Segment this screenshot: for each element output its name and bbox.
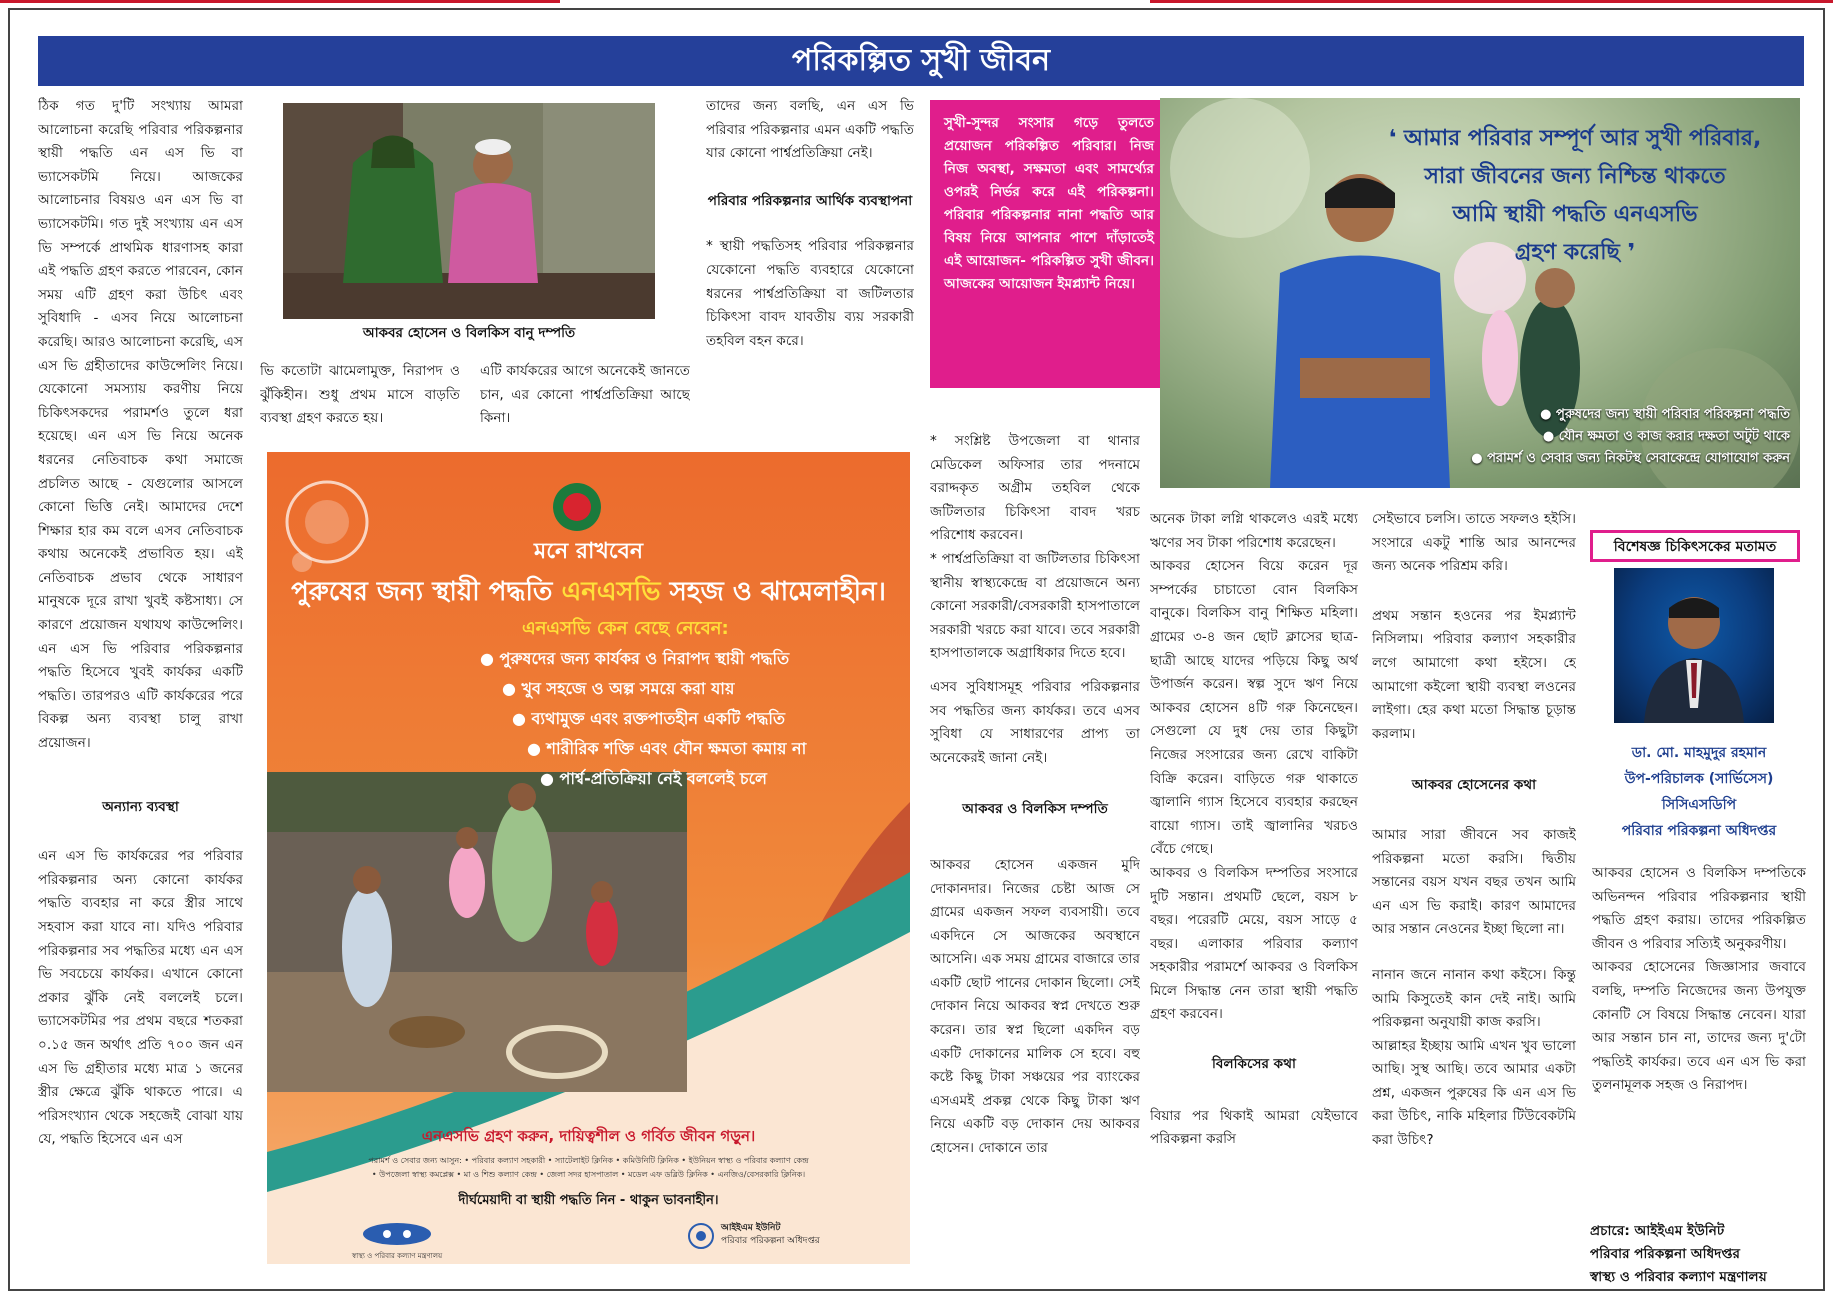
- iem-logo-icon: [687, 1222, 715, 1250]
- quote-line-3: আমি স্থায়ী পদ্ধতি এনএসভি: [1452, 202, 1698, 227]
- ad-right-logo: [687, 1222, 887, 1250]
- ad-service-2: • উপজেলা স্বাস্থ্য কমপ্লেক্স • মা ও শিশু কল্যাণ কেন্দ্র • জেলা সদর হাসপাতাল • মডেল এফ ডব্লিউ ক্লিনিক • এনজিও/বেসরকারি ক্লিনিক।: [371, 1170, 806, 1179]
- column-7: [1372, 508, 1576, 1265]
- ad-service-1: পরামর্শ ও সেবার জন্য আসুন: • পরিবার কল্যাণ সহকারী • স্যাটেলাইট ক্লিনিক • কমিউনিটি ক্লিনিক • ইউনিয়ন স্বাস্থ্য ও পরিবার কল্যাণ কেন্দ্র: [368, 1156, 809, 1165]
- column-5: [930, 430, 1140, 1265]
- quote-line-1: ❛ আমার পরিবার সম্পূর্ণ আর সুখী পরিবার,: [1388, 126, 1762, 151]
- page-title: পরিকল্পিত সুখী জীবন: [38, 36, 1804, 86]
- quote-bullet: ● পরামর্শ ও সেবার জন্য নিকটস্থ সেবাকেন্দ্রে যোগাযোগ করুন: [1471, 451, 1790, 466]
- col7-paragraph: সেইভাবে চলসি। তাতে সফলও হইসি। সংসারে একটু শান্তি আর আনন্দের জন্য অনেক পরিশ্রম করি।: [1372, 511, 1576, 575]
- col5-paragraph-4: আকবর হোসেন একজন মুদি দোকানদার। নিজের চেষ্টা আজ সে গ্রামের একজন সফল ব্যবসায়ী। তবে একদিনে সে আজকের অবস্থানে আসেনি। এক সময় গ্রামের বাজারে তার একটি ছোট পানের দোকান ছিলো। সেই দোকান নিয়ে আকবর স্বপ্ন দেখতে শুরু করেন। তার স্বপ্ন ছিলো একদিন বড় একটি দোকানের মালিক সে হবে। বহু কষ্টে কিছু টাকা সঞ্চয়ের পর ব্যাংকের এসএমই প্রকল্প থেকে কিছু টাকা ঋণ নিয়ে একটি বড় দোকান দেয় আকবর হোসেন। দোকানে তার: [930, 856, 1140, 1157]
- ad-right-logo-line-2: পরিবার পরিকল্পনা অধিদপ্তর: [721, 1236, 820, 1246]
- ad-why-list: [472, 614, 902, 794]
- col1-paragraph: ঠিক গত দু'টি সংখ্যায় আমরা আলোচনা করেছি পরিবার পরিকল্পনার স্থায়ী পদ্ধতি এন এস ভি বা ভ্যাসেকটমি নিয়ে। আজকের আলোচনার বিষয়ও এন এস ভি বা ভ্যাসেকটমি। গত দুই সংখ্যায় এন এস ভি সম্পর্কে প্রাথমিক ধারণাসহ কারা এই পদ্ধতি গ্রহণ করতে পারবেন, কোন সময় এটি গ্রহণ করা উচিৎ এবং সুবিধাদি - এসব নিয়ে আলোচনা করেছি। আরও আলোচনা করেছি, এস এস ভি গ্রহীতাদের কাউন্সেলিং নিয়ে। যেকোনো সমস্যায় করণীয় নিয়ে চিকিৎসকদের পরামর্শও তুলে ধরা হয়েছে। এন এস ভি নিয়ে অনেক ধরনের নেতিবাচক কথা সমাজে প্রচলিত আছে - যেগুলোর আসলে কোনো ভিত্তি নেই। আমাদের দেশে শিক্ষার হার কম বলে এসব নেতিবাচক কথায় অনেকেই প্রভাবিত হয়। এই নেতিবাচক প্রভাব থেকে সাধারণ মানুষকে দূরে রাখা খুবই কষ্টসাধ্য। সে কারণে প্রয়োজন যথাযথ কাউন্সেলিং। এন এস ভি পরিবার পরিকল্পনার পদ্ধতি হিসেবে খুবই কার্যকর একটি পদ্ধতি। তারপরও এটি কার্যকরের পরে বিকল্প অন্য ব্যবস্থা চালু রাখা প্রয়োজন।: [38, 98, 243, 752]
- ad-remember: মনে রাখবেন: [534, 539, 643, 564]
- col5-paragraph: * সংশ্লিষ্ট উপজেলা বা থানার মেডিকেল অফিসার তার পদনামে বরাদ্দকৃত অগ্রীম তহবিল থেকে জটিলতার চিকিৎসা বাবদ খরচ পরিশোধ করবেন।: [930, 433, 1140, 544]
- expert-photo: [1614, 568, 1774, 723]
- col6-paragraph-3: আকবর ও বিলকিস দম্পতির সংসারে দুটি সন্তান। প্রথমটি ছেলে, বয়স ৮ বছর। পরেরটি মেয়ে, বয়স সাড়ে ৫ বছর। এলাকার পরিবার কল্যাণ সহকারীর পরামর্শে আকবর ও বিলকিস মিলে সিদ্ধান্ত নেন তারা স্থায়ী পদ্ধতি গ্রহণ করবেন।: [1150, 864, 1358, 1023]
- quote-bullet: ● পুরুষদের জন্য স্থায়ী পরিবার পরিকল্পনা পদ্ধতি: [1540, 407, 1790, 422]
- col4-paragraph-2: * স্থায়ী পদ্ধতিসহ পরিবার পরিকল্পনার যেকোনো পদ্ধতি ব্যবহারে যেকোনো ধরনের পার্শ্বপ্রতিক্রিয়া বা জটিলতার চিকিৎসা বাবদ যাবতীয় ব্যয় সরকারী তহবিল বহন করে।: [706, 238, 914, 349]
- col7-paragraph-2: প্রথম সন্তান হওনের পর ইমপ্ল্যান্ট নিসিলাম। পরিবার কল্যাণ সহকারীর লগে আমাগো কথা হইসে। হে আমাগো কইলো স্থায়ী ব্যবস্থা লওনের লাইগা। হের কথা মতো সিদ্ধান্ত চূড়ান্ত করলাম।: [1372, 607, 1576, 742]
- couple-photo: [283, 103, 655, 319]
- ad-left-logo-text: স্বাস্থ্য ও পরিবার কল্যাণ মন্ত্রণালয়: [351, 1252, 443, 1260]
- column-6: [1150, 508, 1358, 1265]
- col2-paragraph: ভি কতোটা ঝামেলামুক্ত, নিরাপদ ও ঝুঁকিহীন। শুধু প্রথম মাসে বাড়তি ব্যবস্থা গ্রহণ করতে হয়।: [260, 363, 460, 427]
- ad-bullet: ● পার্শ্ব-প্রতিক্রিয়া নেই বললেই চলে: [540, 769, 767, 788]
- ad-bullet: ● পুরুষদের জন্য কার্যকর ও নিরাপদ স্থায়ী পদ্ধতি: [480, 649, 790, 668]
- intro-box: সুখী-সুন্দর সংসার গড়ে তুলতে প্রয়োজন পরিকল্পিত পরিবার। নিজ নিজ অবস্থা, সক্ষমতা এবং সামর্থ্যের ওপরই নির্ভর করে এই পরিকল্পনা। পরিবার পরিকল্পনার নানা পদ্ধতি আর বিষয় নিয়ে আপনার পাশে দাঁড়াতেই এই আয়োজন- পরিকল্পিত সুখী জীবন। আজকের আয়োজন ইমপ্ল্যান্ট নিয়ে।: [930, 100, 1168, 388]
- footer-line: পরিবার পরিকল্পনা অধিদপ্তর: [1590, 1246, 1740, 1262]
- footer-credit: [1590, 1220, 1810, 1289]
- ad-headline: পুরুষের জন্য স্থায়ী পদ্ধতি এনএসভি সহজ ও ঝামেলাহীন।: [291, 577, 886, 607]
- ad-bullet: ● ব্যথামুক্ত এবং রক্তপাতহীন একটি পদ্ধতি: [512, 709, 785, 728]
- column-4: [706, 95, 914, 430]
- col7-paragraph-5: আল্লাহর ইচ্ছায় আমি এখন খুব ভালো আছি। সুস্থ আছি। তবে আমার একটা প্রশ্ন, একজন পুরুষের কি এন এস ভি করা উচিৎ, নাকি মহিলার টিউবেকটমি করা উচিৎ?: [1372, 1037, 1576, 1149]
- expert-name: ডা. মো. মাহমুদুর রহমান: [1631, 745, 1767, 761]
- expert-credit: [1590, 740, 1808, 844]
- column-3-tail: [480, 360, 690, 430]
- footer-line: স্বাস্থ্য ও পরিবার কল্যাণ মন্ত্রণালয়: [1590, 1269, 1767, 1285]
- couple-photo-caption: আকবর হোসেন ও বিলকিস বানু দম্পতি: [362, 325, 576, 341]
- expert-org: সিসিএসডিপি: [1661, 797, 1737, 813]
- col5-paragraph-3: এসব সুবিধাসমূহ পরিবার পরিকল্পনার সব পদ্ধতির জন্য কার্যকর। তবে এসব সুবিধা যে সাধারণের প্রাপ্য তা অনেকেরই জানা নেই।: [930, 678, 1140, 766]
- expert-org-2: পরিবার পরিকল্পনা অধিদপ্তর: [1621, 823, 1777, 839]
- ad-bullet: ● শারীরিক শক্তি এবং যৌন ক্ষমতা কমায় না: [527, 739, 807, 758]
- quote-bullet: ● যৌন ক্ষমতা ও কাজ করার দক্ষতা অটুট থাকে: [1542, 429, 1790, 444]
- quote-line-4: গ্রহণ করেছি ❜: [1514, 240, 1636, 265]
- col7-heading: আকবর হোসেনের কথা: [1411, 777, 1537, 794]
- col4-paragraph: তাদের জন্য বলছি, এন এস ভি পরিবার পরিকল্পনার এমন একটি পদ্ধতি যার কোনো পার্শ্বপ্রতিক্রিয়া নেই।: [706, 98, 914, 162]
- quote-line-2: সারা জীবনের জন্য নিশ্চিন্ত থাকতে: [1424, 164, 1726, 189]
- ad-left-logo: [307, 1222, 487, 1262]
- col1-paragraph-2: এন এস ভি কার্যকরের পর পরিবার পরিকল্পনার অন্য কোনো কার্যকর পদ্ধতি ব্যবহার না করে স্ত্রীর সাথে সহবাস করা যাবে না। যদিও পরিবার পরিকল্পনার সব পদ্ধতির মধ্যে এন এস ভি সবচেয়ে কার্যকর। এখানে কোনো প্রকার ঝুঁকি নেই বললেই চলে। ভ্যাসেকটমির পর প্রথম বছরে শতকরা ০.১৫ জন অর্থাৎ প্রতি ৭০০ জন এন এস ভি গ্রহীতার মধ্যে মাত্র ১ জনের স্ত্রীর ক্ষেত্রে ঝুঁকি থাকতে পারে। এ পরিসংখ্যান থেকে সহজেই বোঝা যায় যে, পদ্ধতি হিসেবে এন এস: [38, 848, 243, 1148]
- quote-bullets: [1380, 404, 1790, 470]
- footer-line: প্রচারে: আইইএম ইউনিট: [1590, 1223, 1725, 1239]
- column-8: [1592, 862, 1806, 1202]
- col1-heading: অন্যান্য ব্যবস্থা: [102, 798, 179, 815]
- col7-paragraph-3: আমার সারা জীবনে সব কাজই পরিকল্পনা মতো করসি। দ্বিতীয় সন্তানের বয়স যখন বছর তখন আমি এন এস ভি করাই। কারণ আমাদের আর সন্তান নেওনের ইচ্ছা ছিলো না।: [1372, 826, 1576, 938]
- column-1: [38, 95, 243, 1265]
- ad-why-heading: এনএসভি কেন বেছে নেবেন:: [522, 618, 729, 639]
- expert-label: বিশেষজ্ঞ চিকিৎসকের মতামত: [1590, 530, 1800, 562]
- col6-heading: বিলকিসের কথা: [1212, 1056, 1296, 1073]
- ad-footer: [267, 1124, 910, 1212]
- col4-heading: পরিবার পরিকল্পনার আর্থিক ব্যবস্থাপনা: [707, 192, 913, 209]
- col6-paragraph-2: আকবর হোসেন বিয়ে করেন দূর সম্পর্কের চাচাতো বোন বিলকিস বানুকে। বিলকিস বানু শিক্ষিত মহিলা। গ্রামের ৩-৪ জন ছোট ক্লাসের ছাত্র-ছাত্রী আছে যাদের পড়িয়ে কিছু অর্থ উপার্জন করেন। স্বল্প সুদে ঋণ নিয়ে আকবর হোসেন ৪টি গরু কিনেছেন। সেগুলো যে দুধ দেয় তার কিছুটা নিজের সংসারের জন্য রেখে বাকিটা বিক্রি করেন। বাড়িতে গরু থাকাতে জ্বালানি গ্যাস হিসেবে ব্যবহার করছেন বায়ো গ্যাস। তাই জ্বালানির খরচও বেঁচে গেছে।: [1150, 558, 1358, 858]
- nsv-advertisement: [267, 452, 910, 1264]
- ad-bullet: ● খুব সহজে ও অল্প সময়ে করা যায়: [502, 679, 735, 698]
- quote-photo: [1160, 98, 1800, 488]
- col5-paragraph-2: * পার্শ্বপ্রতিক্রিয়া বা জটিলতার চিকিৎসা স্থানীয় স্বাস্থ্যকেন্দ্রে বা প্রয়োজনে অন্য কোনো সরকারী/বেসরকারী হাসপাতালে সরকারী খরচে করা যাবে। তবে সরকারী হাসপাতালকে অগ্রাধিকার দিতে হবে।: [930, 550, 1140, 662]
- ad-right-logo-line-1: আইইএম ইউনিট: [721, 1223, 781, 1233]
- col8-paragraph-2: আকবর হোসেনের জিজ্ঞাসার জবাবে বলছি, দম্পতি নিজেদের জন্য উপযুক্ত কোনটি সে বিষয়ে সিদ্ধান্ত নেবেন। যারা আর সন্তান চান না, তাদের জন্য দু'টো পদ্ধতিই কার্যকর। তবে এন এস ভি করা তুলনামূলক সহজ ও নিরাপদ।: [1592, 959, 1806, 1094]
- column-2-tail: [260, 360, 460, 430]
- expert-title: উপ-পরিচালক (সার্ভিসেস): [1624, 771, 1774, 787]
- col5-heading: আকবর ও বিলকিস দম্পতি: [962, 801, 1108, 818]
- col6-paragraph: অনেক টাকা লগ্নি থাকলেও এরই মধ্যে ঋণের সব টাকা পরিশোধ করেছেন।: [1150, 511, 1358, 551]
- ad-tagline: এনএসভি গ্রহণ করুন, দায়িত্বশীল ও গর্বিত জীবন গড়ুন।: [421, 1127, 756, 1145]
- col7-paragraph-4: নানান জনে নানান কথা কইসে। কিন্তু আমি কিসুতেই কান দেই নাই। আমি পরিকল্পনা অনুযায়ী কাজ করসি।: [1372, 966, 1576, 1031]
- col3-paragraph: এটি কার্যকরের আগে অনেকেই জানতে চান, এর কোনো পার্শ্বপ্রতিক্রিয়া আছে কিনা।: [480, 363, 690, 427]
- col6-paragraph-4: বিয়ার পর থিকাই আমরা যেইভাবে পরিকল্পনা করসি: [1150, 1107, 1358, 1148]
- col8-paragraph: আকবর হোসেন ও বিলকিস দম্পতিকে অভিনন্দন পরিবার পরিকল্পনার স্থায়ী পদ্ধতি গ্রহণ করায়। তাদের পরিকল্পিত জীবন ও পরিবার সত্যিই অনুকরণীয়।: [1592, 865, 1806, 952]
- ad-slogan: দীর্ঘমেয়াদী বা স্থায়ী পদ্ধতি নিন - থাকুন ভাবনাহীন।: [458, 1193, 719, 1208]
